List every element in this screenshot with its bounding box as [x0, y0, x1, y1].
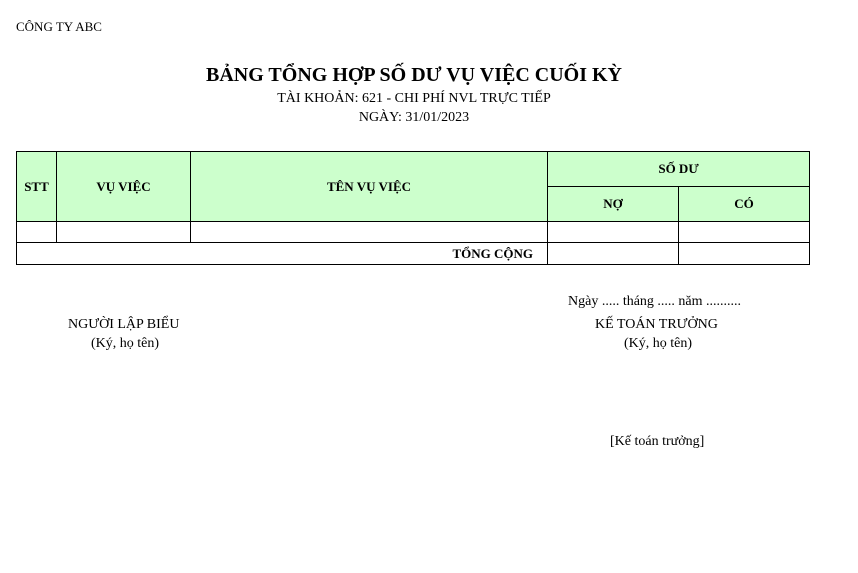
total-row [17, 243, 810, 265]
col-header-credit: CÓ [679, 187, 810, 222]
col-header-job-name: TÊN VỤ VIỆC [191, 152, 548, 222]
balance-table [16, 151, 810, 265]
accountant-note: (Ký, họ tên) [624, 336, 693, 351]
company-name: CÔNG TY ABC [16, 19, 102, 34]
col-header-debit: NỢ [548, 187, 679, 222]
account-line: TÀI KHOẢN: 621 - CHI PHÍ NVL TRỰC TIẾP [277, 91, 551, 106]
total-label: TỔNG CỘNG [17, 243, 548, 265]
cell-job-name [191, 222, 548, 243]
col-header-balance: SỐ DƯ [548, 152, 810, 187]
accountant-name: [Kế toán trưởng] [610, 434, 705, 449]
cell-job [57, 222, 191, 243]
table-row [17, 222, 810, 243]
report-date: NGÀY: 31/01/2023 [358, 110, 470, 125]
accountant-title: KẾ TOÁN TRƯỞNG [595, 317, 718, 332]
total-debit [548, 243, 679, 265]
report-title: BẢNG TỔNG HỢP SỐ DƯ VỤ VIỆC CUỐI KỲ [206, 64, 622, 86]
cell-debit [548, 222, 679, 243]
signature-date-line: Ngày ..... tháng ..... năm .......... [568, 294, 742, 309]
preparer-note: (Ký, họ tên) [91, 336, 160, 351]
col-header-stt: STT [17, 152, 57, 222]
cell-stt [17, 222, 57, 243]
col-header-job: VỤ VIỆC [57, 152, 191, 222]
preparer-title: NGƯỜI LẬP BIỂU [68, 317, 180, 332]
total-credit [679, 243, 810, 265]
cell-credit [679, 222, 810, 243]
